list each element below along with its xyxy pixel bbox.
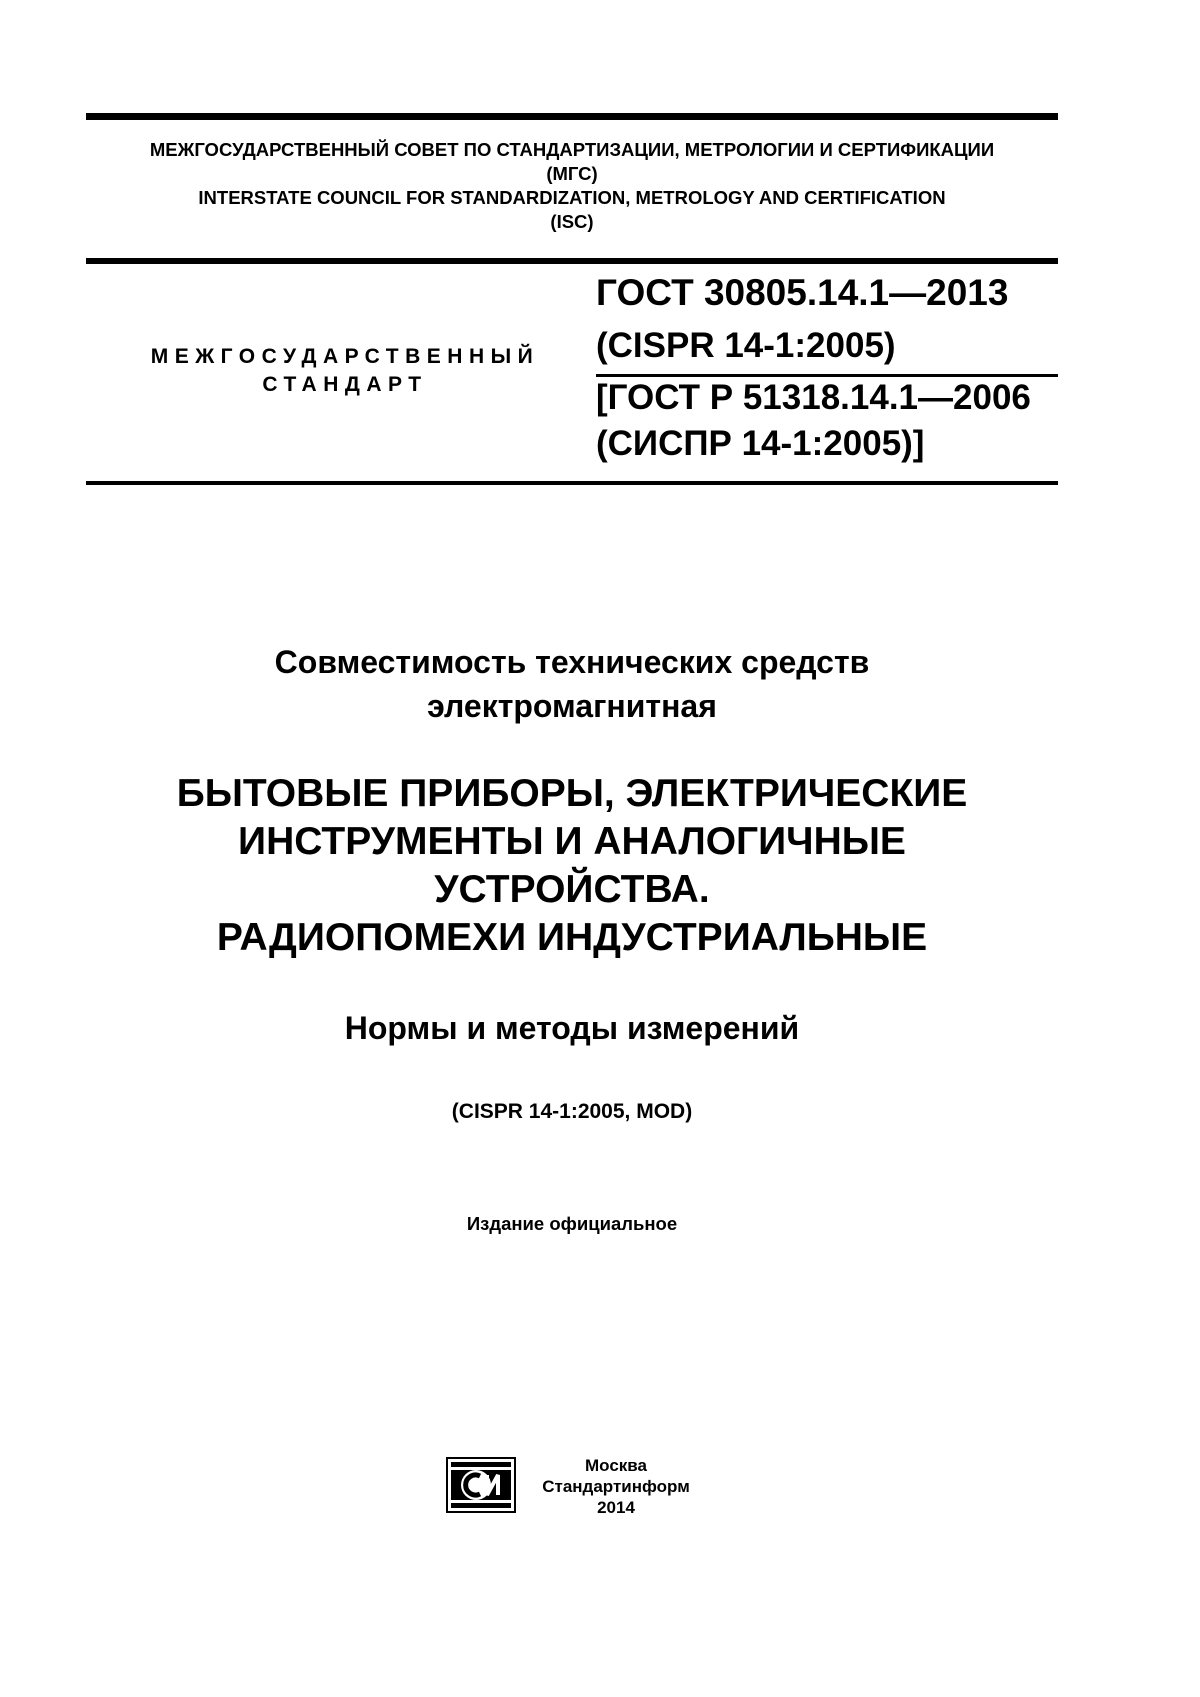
document-subtitle	[86, 640, 1058, 728]
council-name-ru: МЕЖГОСУДАРСТВЕННЫЙ СОВЕТ ПО СТАНДАРТИЗАЦИИ, МЕТРОЛОГИИ И СЕРТИФИКАЦИИ	[149, 139, 995, 160]
publisher-city: Москва	[585, 1456, 647, 1475]
title-line4: РАДИОПОМЕХИ ИНДУСТРИАЛЬНЫЕ	[216, 916, 928, 959]
publisher-name: Стандартинформ	[542, 1477, 690, 1496]
international-reference: (CISPR 14-1:2005, MOD)	[451, 1100, 693, 1123]
council-abbr-en: (ISC)	[550, 211, 594, 232]
standartinform-logo-icon	[446, 1457, 516, 1513]
council-header	[86, 138, 1058, 234]
subtitle-line2: электромагнитная	[427, 688, 717, 724]
gost-r-number: [ГОСТ Р 51318.14.1—2006	[596, 378, 1031, 417]
standard-type-line2: СТАНДАРТ	[262, 373, 428, 396]
standard-type-label	[110, 343, 580, 399]
header-divider	[86, 258, 1058, 264]
standard-type-line1: МЕЖГОСУДАРСТВЕННЫЙ	[150, 345, 540, 368]
designation-separator	[596, 374, 1058, 377]
top-rule	[86, 113, 1058, 120]
methods-heading: Нормы и методы измерений	[344, 1010, 800, 1046]
council-abbr-ru: (МГС)	[546, 163, 598, 184]
publisher-year: 2014	[597, 1498, 635, 1517]
document-title	[86, 770, 1058, 962]
council-name-en: INTERSTATE COUNCIL FOR STANDARDIZATION, METROLOGY AND CERTIFICATION	[198, 187, 946, 208]
title-line2: ИНСТРУМЕНТЫ И АНАЛОГИЧНЫЕ	[238, 820, 906, 863]
edition-note: Издание официальное	[466, 1213, 678, 1234]
designation-bottom-rule	[86, 481, 1058, 485]
subtitle-line1: Совместимость технических средств	[274, 644, 870, 680]
gost-number: ГОСТ 30805.14.1—2013	[596, 272, 1009, 313]
title-line3: УСТРОЙСТВА.	[434, 868, 710, 911]
publisher-info	[526, 1455, 706, 1518]
sispr-number: (СИСПР 14-1:2005)]	[596, 424, 925, 463]
cispr-number: (CISPR 14-1:2005)	[596, 326, 896, 365]
title-line1: БЫТОВЫЕ ПРИБОРЫ, ЭЛЕКТРИЧЕСКИЕ	[176, 772, 968, 815]
